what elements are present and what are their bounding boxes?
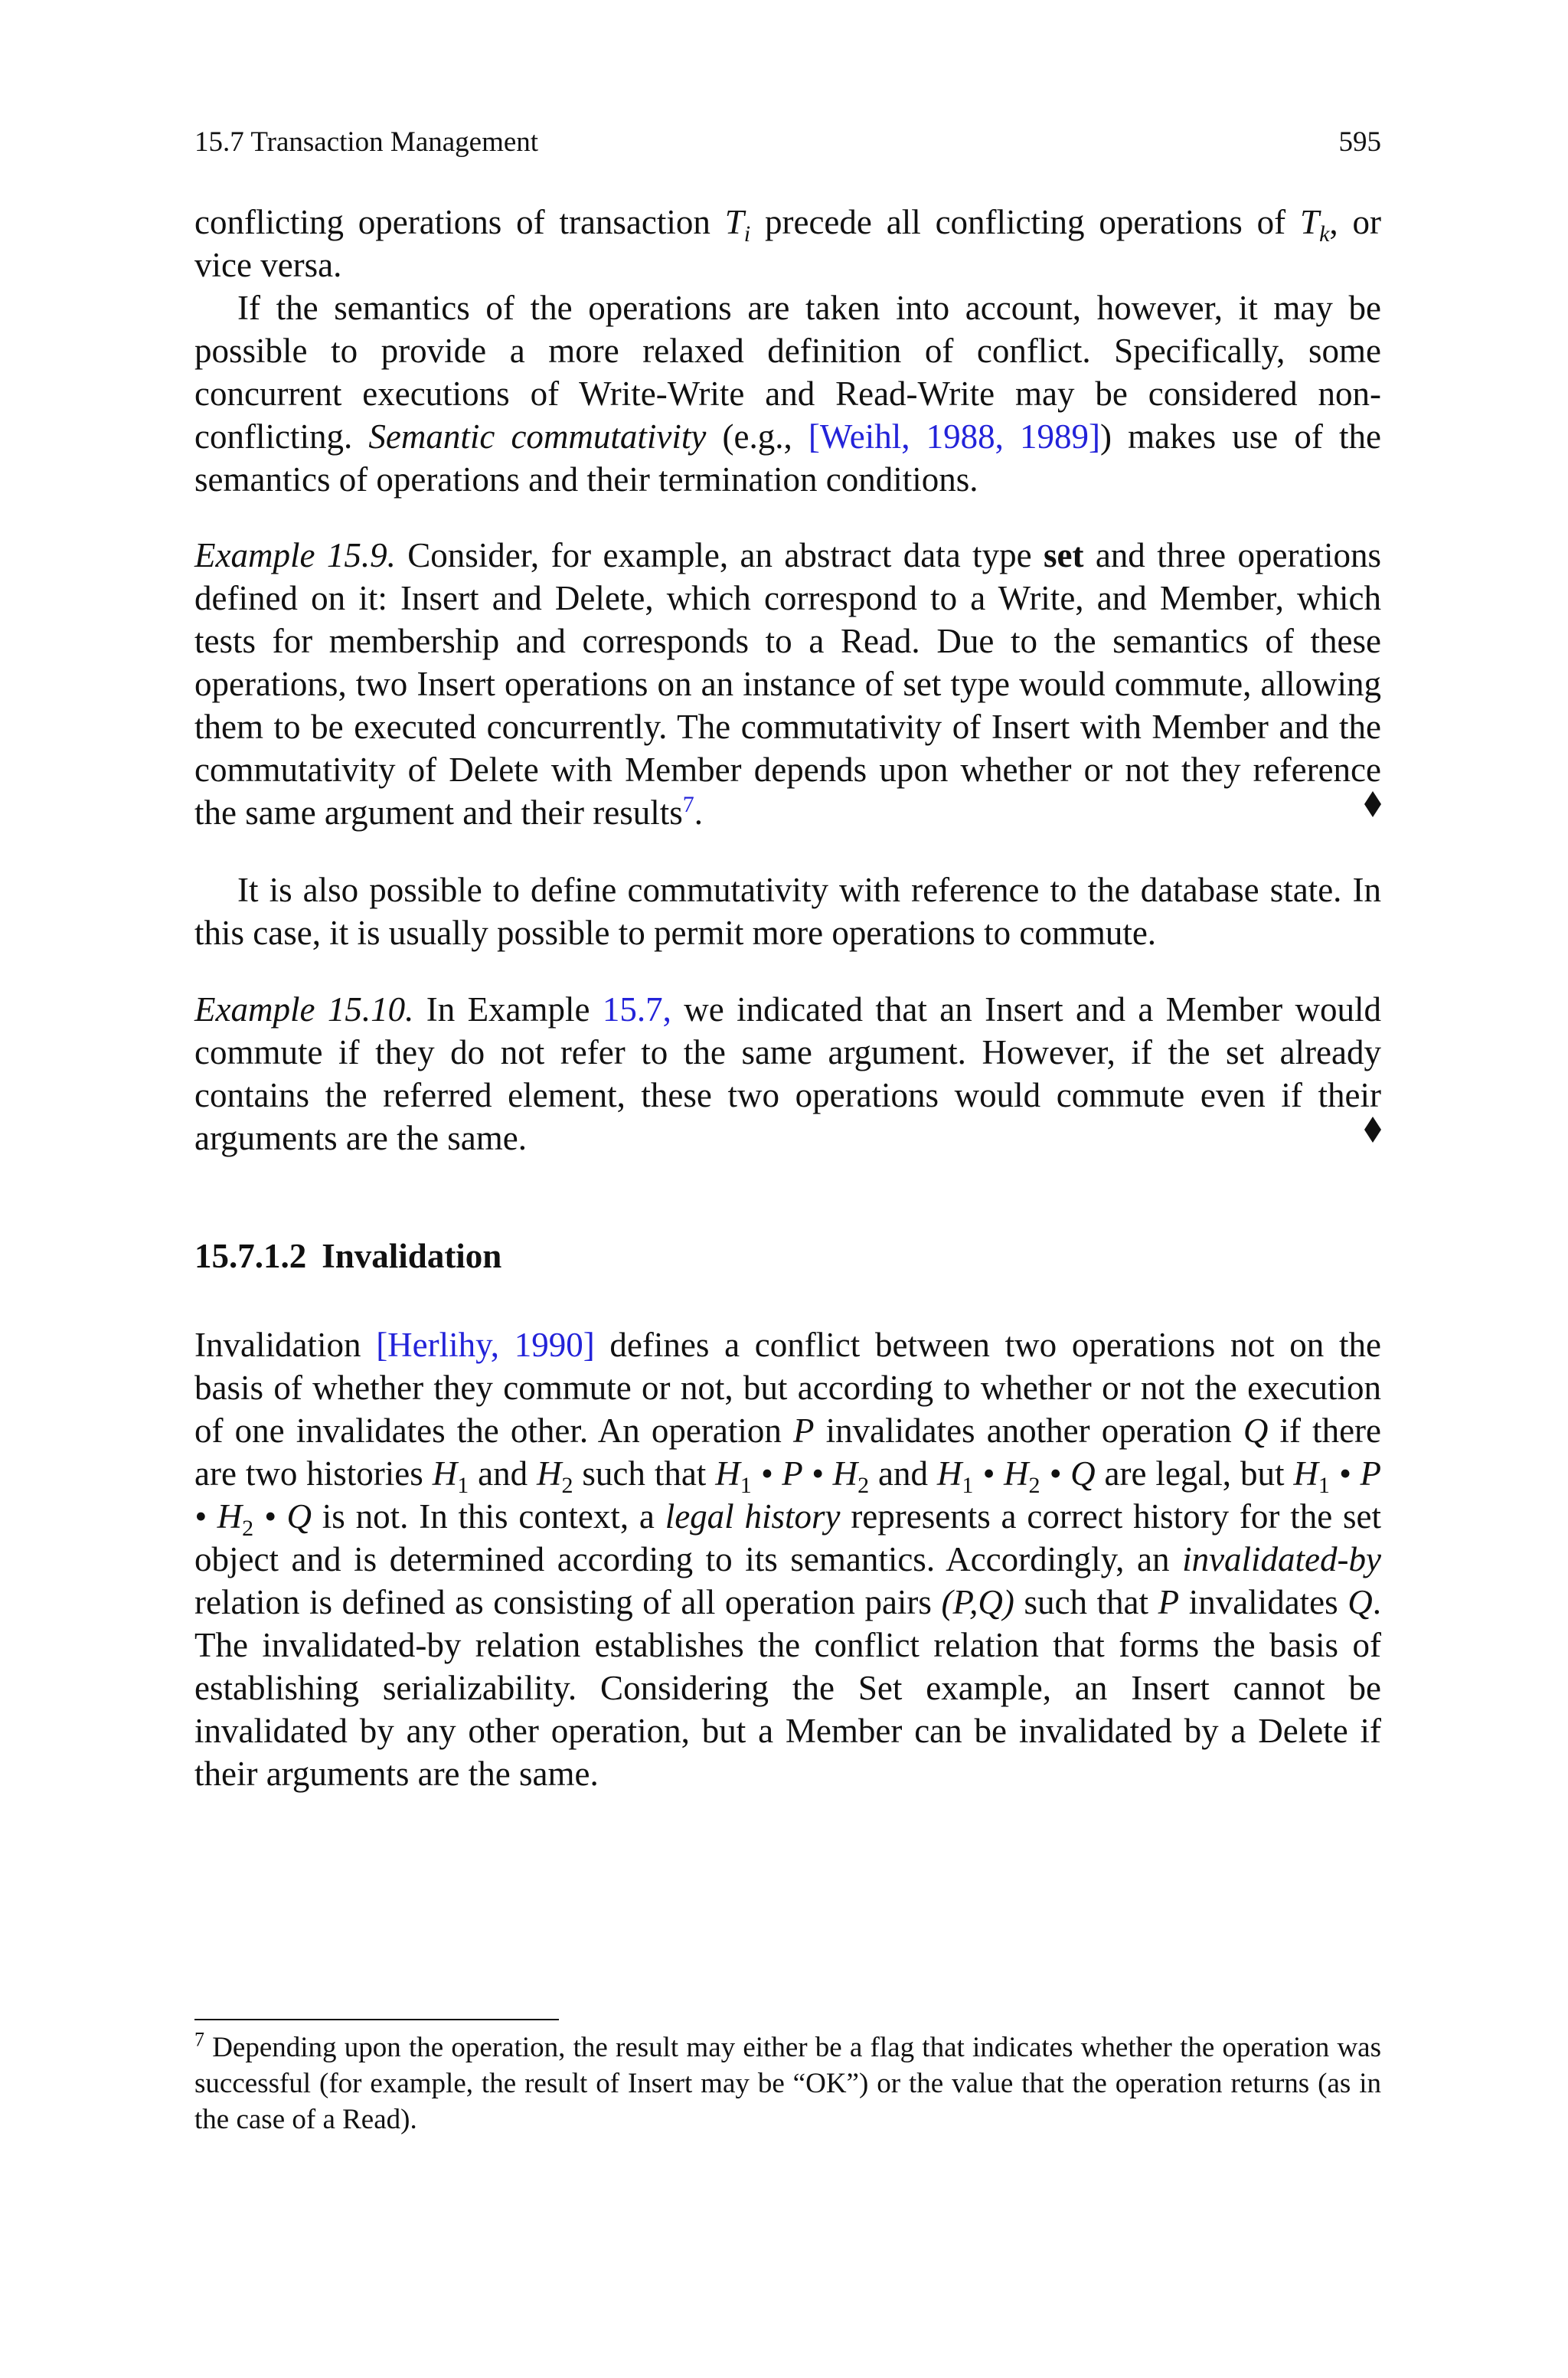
page-number: 595 xyxy=(1338,126,1381,158)
paragraph-semantic-commutativity: If the semantics of the operations are taken into account, however, it may be possible to provide a more relaxed definition of conflict. Specifically, some concurrent executions of Write-Write and Read-Write may be considered non-conflicting. Semantic commutativity (e.g., [Weihl, 1988, 1989]) makes use of the semantics of operations and their termination conditions. xyxy=(194,289,1381,499)
citation-link-weihl[interactable]: [Weihl, 1988, 1989] xyxy=(808,417,1100,456)
subsection-heading xyxy=(194,1235,501,1277)
footnote-rule xyxy=(194,2019,559,2020)
footnote-7 xyxy=(194,2030,1381,2138)
term-legal-history: legal history xyxy=(665,1497,841,1536)
end-of-example-diamond-icon xyxy=(1364,1117,1381,1143)
footnote-text: Depending upon the operation, the result may either be a flag that indicates whether the operation was successful (for example, the result of Insert may be “OK”) or the value that the operation returns (as in the case of a Read). xyxy=(194,2032,1381,2135)
end-of-example-diamond-icon xyxy=(1364,791,1381,817)
example-label: Example 15.10. xyxy=(194,990,414,1029)
footnote-mark: 7 xyxy=(194,2028,204,2051)
example-15-10: Example 15.10. In Example 15.7, we indicated that an Insert and a Member would commute if they do not refer to the same argument. However, if the set already contains the referred element, these two operations would commute even if their arguments are the same. xyxy=(194,990,1381,1157)
example-ref-link[interactable]: 15.7, xyxy=(602,990,671,1029)
paragraph-database-state: It is also possible to define commutativity with reference to the database state. In this case, it is usually possible to permit more operations to commute. xyxy=(194,871,1381,952)
subsection-number: 15.7.1.2 xyxy=(194,1237,307,1275)
subsection-title: Invalidation xyxy=(322,1237,502,1275)
header-section-title: 15.7 Transaction Management xyxy=(194,126,539,158)
example-label: Example 15.9. xyxy=(194,536,396,574)
paragraph-continuation: conflicting operations of transaction $T_i$ precede all conflicting operations of $T_k$, or vice versa. xyxy=(194,203,1381,284)
term-invalidated-by: invalidated-by xyxy=(1182,1540,1381,1578)
paragraph-invalidation: Invalidation [Herlihy, 1990] defines a conflict between two operations not on the basis of whether they commute or not, but according to whether or not the execution of one invalidates the other. An operation P invalidates another operation Q if there are two histories $H_1$ and $H_2$ such that $H_1$ • P • $H_2$ and $H_1$ • $H_2$ • Q are legal, but $H_1$ • P • $H_2$ • Q is not. In this context, a legal history represents a correct history for the set object and is determined according to its semantics. Accordingly, an invalidated-by relation is defined as consisting of all operation pairs (P,Q) such that P invalidates Q. The invalidated-by relation establishes the conflict relation that forms the basis of establishing serializability. Considering the Set example, an Insert cannot be invalidated by any other operation, but a Member can be invalidated by a Delete if their arguments are the same. xyxy=(194,1326,1382,1793)
example-15-9: Example 15.9. Consider, for example, an abstract data type set and three operations defined on it: Insert and Delete, which correspond to a Write, and Member, which tests for membership and corresponds to a Read. Due to the semantics of these operations, two Insert operations on an instance of set type would commute, allowing them to be executed concurrently. The commutativity of Insert with Member and the commutativity of Delete with Member depends upon whether or not they reference the same argument and their results$^7$. xyxy=(194,536,1381,832)
footnote-ref-7[interactable]: 7 xyxy=(682,792,694,817)
term-semantic-commutativity: Semantic commutativity xyxy=(368,417,707,456)
citation-link-herlihy[interactable]: [Herlihy, 1990] xyxy=(376,1326,595,1364)
